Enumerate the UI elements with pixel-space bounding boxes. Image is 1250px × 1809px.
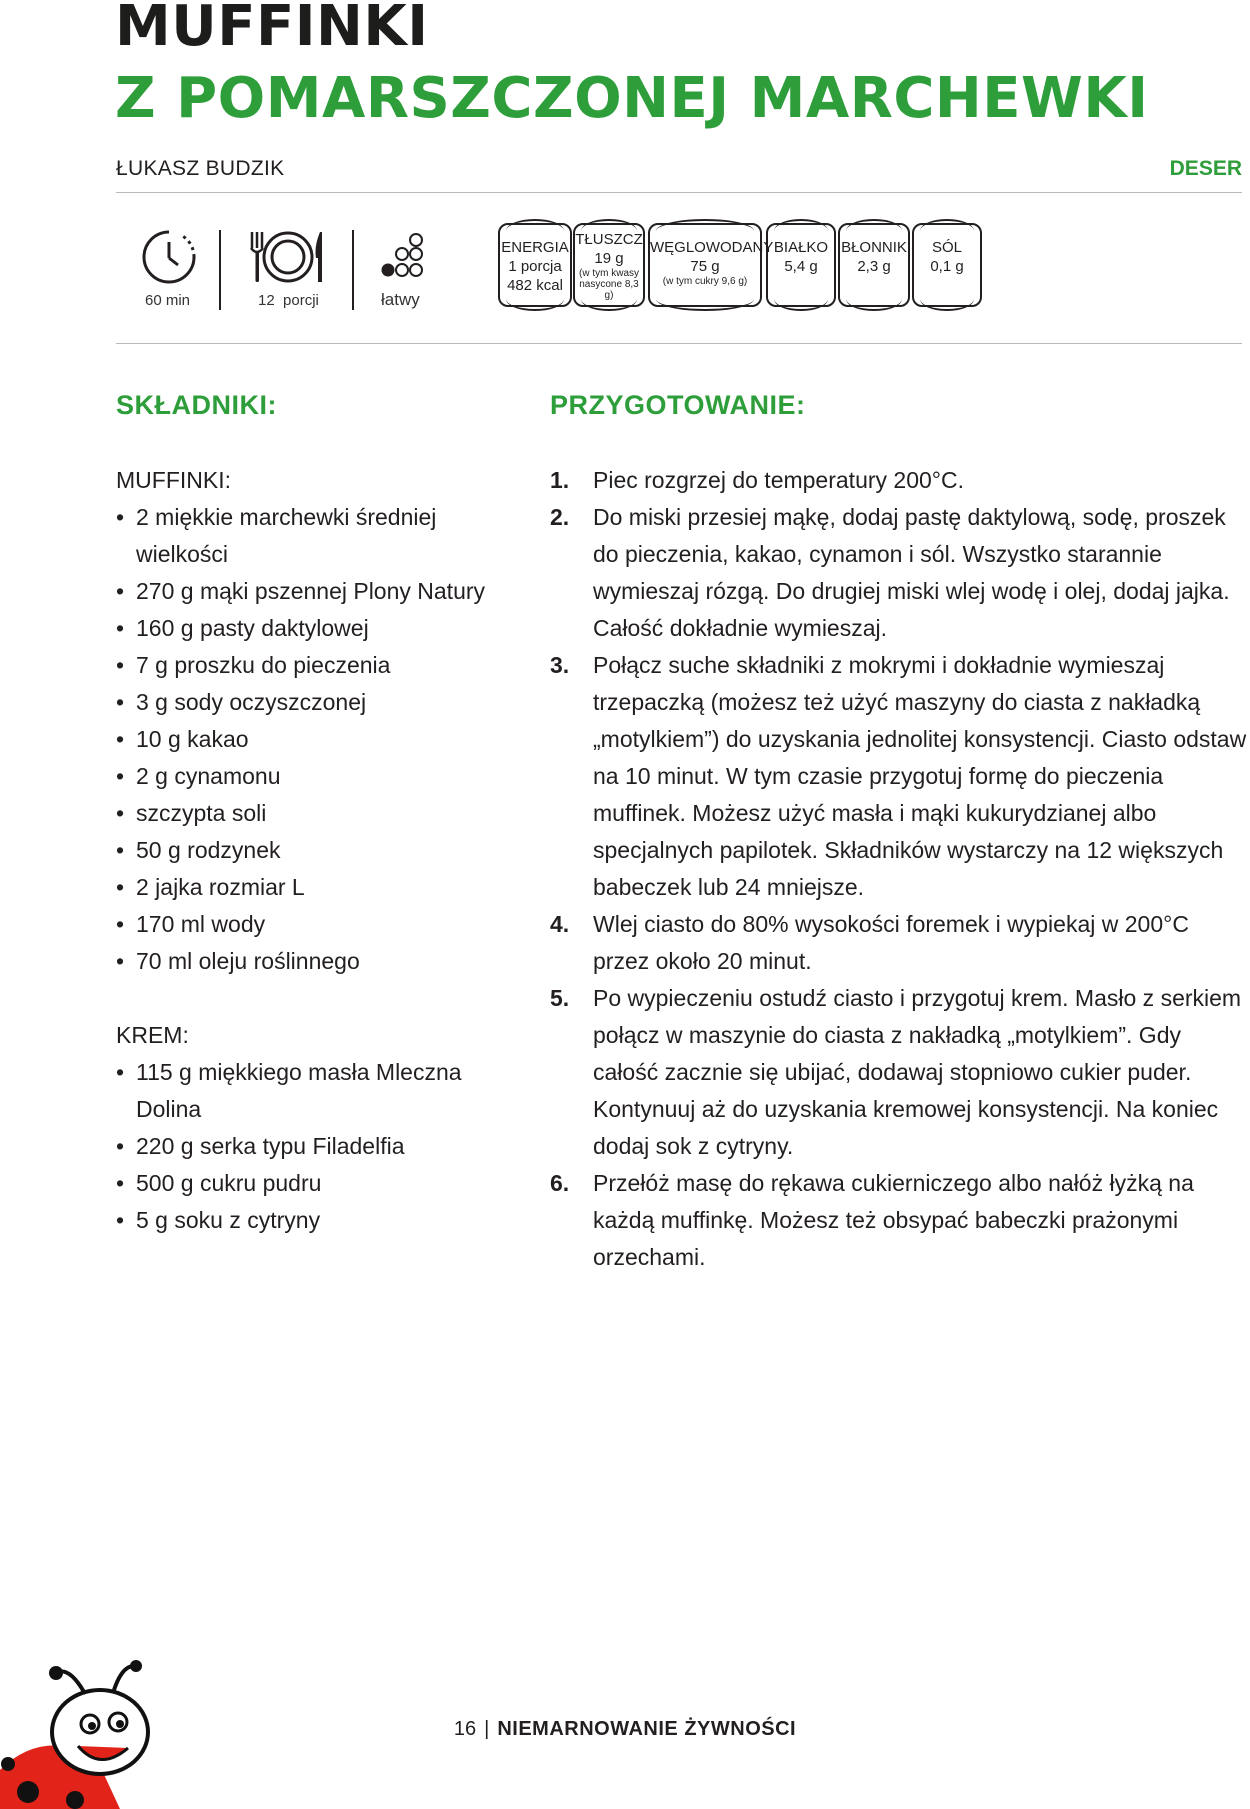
nutrition-label: ENERGIA: [501, 239, 569, 256]
list-item: • 160 g pasty daktylowej: [116, 610, 516, 647]
recipe-title-line2: Z POMARSZCZONEJ MARCHEWKI: [115, 66, 1149, 131]
nutrition-protein: [766, 223, 836, 307]
nutrition-salt: [912, 223, 982, 307]
nutrition-label: BŁONNIK: [841, 239, 907, 256]
nutrition-label: SÓL: [931, 239, 962, 256]
list-item: • 2 jajka rozmiar L: [116, 869, 516, 906]
list-item: • 500 g cukru pudru: [116, 1165, 516, 1202]
step-number: 2.: [550, 504, 570, 530]
plate-cutlery-icon: [246, 228, 328, 286]
step-text: Po wypieczeniu ostudź ciasto i przygotuj krem. Masło z serkiem połącz w maszynie do ciasta z nakładką „motylkiem”. Gdy całość zacznie się ubijać, dodawaj stopniowo cukier puder. Kontynuuj aż do uzyskania kremowej konsystencji. Na koniec dodaj sok z cytryny.: [593, 985, 1242, 1159]
step-number: 5.: [550, 985, 570, 1011]
nutrition-label: WĘGLOWODANY: [650, 239, 774, 256]
step-number: 4.: [550, 911, 570, 937]
nutrition-value: 0,1 g: [930, 258, 964, 275]
list-item: • 170 ml wody: [116, 906, 516, 943]
publication-title: NIEMARNOWANIE ŻYWNOŚCI: [497, 1718, 797, 1740]
step-text: Przełóż masę do rękawa cukierniczego albo nałóż łyżką na każdą muffinkę. Możesz też obsypać babeczki prażonymi orzechami.: [593, 1170, 1194, 1270]
list-item: • 5 g soku z cytryny: [116, 1202, 516, 1239]
nutrition-note: 482 kcal: [507, 277, 563, 294]
time-label: 60 min: [145, 292, 191, 309]
divider: [116, 192, 1242, 193]
step-text: Połącz suche składniki z mokrymi i dokładnie wymieszaj trzepaczką (możesz też użyć maszyny do ciasta z nakładką „motylkiem”) do uzyskania jednolitej konsystencji. Ciasto odstaw na 10 minut. W tym czasie przygotuj formę do pieczenia muffinek. Możesz użyć masła i mąki kukurydzianej albo specjalnych papilotek. Składników wystarczy na 12 większych babeczek lub 24 mniejsze.: [593, 652, 1247, 900]
footer-separator: |: [484, 1718, 490, 1740]
nutrition-note: (w tym kwasy nasycone 8,3 g): [579, 268, 639, 301]
nutrition-value: 19 g: [594, 250, 624, 267]
clock-icon: [140, 228, 198, 286]
nutrition-label: BIAŁKO: [773, 239, 829, 256]
list-item: • 3 g sody oczyszczonej: [116, 684, 516, 721]
preparation-steps: [550, 462, 1250, 1276]
muffins-subheading: MUFFINKI:: [116, 467, 231, 493]
nutrition-label: TŁUSZCZ: [575, 231, 643, 248]
recipe-title-line1: MUFFINKI: [115, 0, 429, 59]
step-item: [550, 462, 1250, 499]
list-item: • 270 g mąki pszennej Plony Natury: [116, 573, 516, 610]
preparation-heading: PRZYGOTOWANIE:: [550, 390, 806, 420]
step-text: Do miski przesiej mąkę, dodaj pastę daktylową, sodę, proszek do pieczenia, kakao, cynamon i sól. Wszystko starannie wymieszaj rózgą. Do drugiej miski wlej wodę i olej, dodaj jajka. Całość dokładnie wymieszaj.: [593, 504, 1230, 641]
divider: [352, 230, 354, 310]
list-item: • 2 g cynamonu: [116, 758, 516, 795]
list-item: • 70 ml oleju roślinnego: [116, 943, 516, 980]
nutrition-value: 1 porcja: [508, 258, 562, 275]
page-footer: [0, 1718, 1250, 1741]
step-number: 6.: [550, 1170, 570, 1196]
step-item: [550, 499, 1250, 647]
list-item: • 50 g rodzynek: [116, 832, 516, 869]
step-number: 1.: [550, 467, 570, 493]
list-item: • 7 g proszku do pieczenia: [116, 647, 516, 684]
cream-subheading: KREM:: [116, 1022, 189, 1048]
nutrition-value: 75 g: [690, 258, 720, 275]
nutrition-energy: [498, 223, 572, 307]
step-number: 3.: [550, 652, 570, 678]
divider: [116, 343, 1242, 344]
list-item: • 115 g miękkiego masła Mleczna Dolina: [116, 1054, 516, 1128]
category-label: DESER: [1169, 157, 1242, 180]
nutrition-fat: [573, 223, 645, 307]
list-item: • 2 miękkie marchewki średniej wielkości: [116, 499, 516, 573]
step-text: Wlej ciasto do 80% wysokości foremek i wypiekaj w 200°C przez około 20 minut.: [593, 911, 1189, 974]
nutrition-value: 2,3 g: [857, 258, 891, 275]
step-item: [550, 980, 1250, 1165]
nutrition-note: (w tym cukry 9,6 g): [662, 276, 748, 287]
page-number: 16: [453, 1718, 477, 1740]
step-text: Piec rozgrzej do temperatury 200°C.: [593, 467, 964, 493]
step-item: [550, 647, 1250, 906]
divider: [219, 230, 221, 310]
difficulty-icon: [378, 232, 426, 280]
difficulty-label: łatwy: [381, 290, 420, 309]
step-item: [550, 1165, 1250, 1276]
list-item: • 220 g serka typu Filadelfia: [116, 1128, 516, 1165]
author: ŁUKASZ BUDZIK: [116, 157, 285, 180]
list-item: • 10 g kakao: [116, 721, 516, 758]
portions-label: 12 porcji: [258, 292, 319, 309]
ingredients-heading: SKŁADNIKI:: [116, 390, 277, 420]
nutrition-carbs: [648, 223, 774, 307]
nutrition-value: 5,4 g: [784, 258, 818, 275]
ingredients-list: [116, 462, 516, 1239]
step-item: [550, 906, 1250, 980]
nutrition-fiber: [838, 223, 910, 307]
list-item: • szczypta soli: [116, 795, 516, 832]
